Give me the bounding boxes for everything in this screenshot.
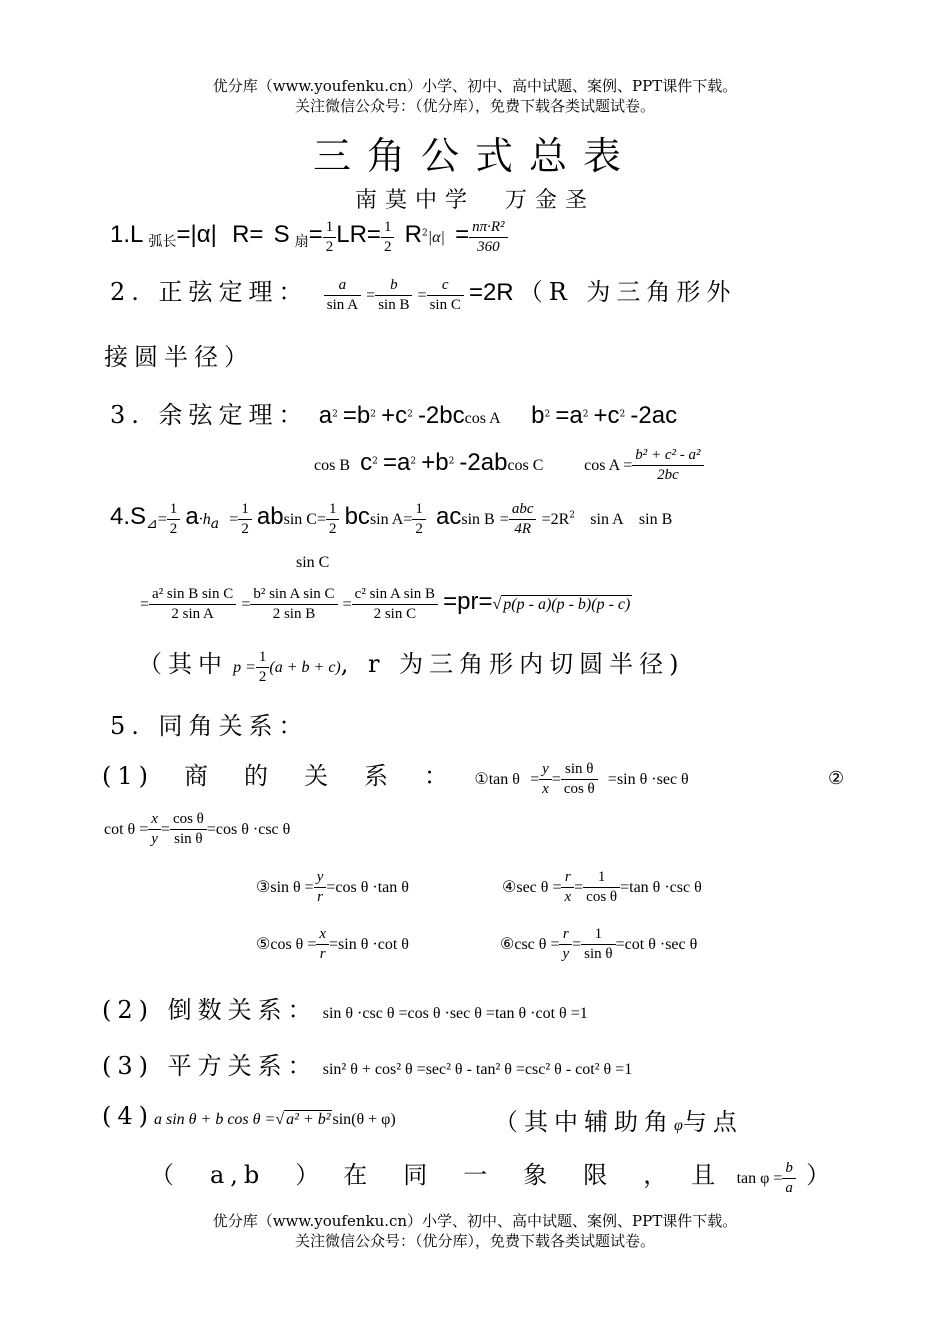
s2-f2n: b <box>375 276 412 296</box>
s4-ab: ab <box>256 502 284 530</box>
s5-cot-rest: =cos θ ·csc θ <box>206 820 291 838</box>
s5-c5: ⑤cos θ = <box>256 935 317 953</box>
s4-g3-frac: $\frac{\text{c² sin A sin B}}{\text{2 sin C}}$ <box>352 585 438 624</box>
s3-cosA-frac <box>632 446 703 485</box>
s5-tanphi: tan φ = <box>736 1170 783 1187</box>
s5-c1: ① <box>474 771 489 788</box>
s3-c: c <box>360 448 373 476</box>
section-3-line-2: cos B $c^2 =a^2 +b^2$ -2abcos C cos A = $\frac{\text{b² + c² - a²}}{2bc}$ <box>314 446 704 485</box>
s4-ac: ac <box>435 502 462 530</box>
s3-plus-c2: +c <box>593 402 620 429</box>
s1-npr-frac <box>469 218 507 257</box>
s1-fan-sub: 扇 <box>294 233 309 250</box>
s1-half-n-2: 1 <box>381 218 395 238</box>
s1-eq-alpha: =|α| <box>176 220 217 248</box>
s3-plus-c: +c <box>381 402 408 429</box>
s5-tan: tan θ <box>488 771 520 788</box>
s1-half-frac-2 <box>381 218 395 257</box>
s2-f2d: sin B <box>378 297 410 313</box>
s3-cosB: cos B <box>314 456 350 474</box>
s4-half-1: $\frac{1}{2}$ <box>167 500 181 539</box>
s5-c4-line: ④sec θ = $\frac{r}{x}$ = $\frac{1}{\text{cos θ}}$ =tan θ ·csc θ <box>502 869 702 905</box>
footer-line-2: 关注微信公众号：（优分库），免费下载各类试题试卷。 <box>294 1232 655 1250</box>
s1-r2: R <box>404 220 422 248</box>
s5-xy-frac: $\frac{x}{y}$ <box>148 810 161 849</box>
s1-half-d: 2 <box>325 238 334 255</box>
s1-half-frac <box>323 218 337 257</box>
s3-cosA-d: 2bc <box>657 466 679 483</box>
s4-ha: ·h <box>198 510 211 528</box>
s4-note-close: , r 为三角形内切圆半径) <box>340 650 685 678</box>
s5-q4-note-1: （其中辅助角 <box>494 1108 674 1136</box>
s5-q1: (1) 商 的 关 系 ： <box>102 762 454 790</box>
s1-sq: 2 <box>421 228 428 239</box>
s1-r-eq: R= <box>232 220 264 248</box>
s3-a: a <box>318 402 333 429</box>
s2-f1n: a <box>324 276 361 296</box>
s5-c5-rest: =sin θ ·cot θ <box>329 935 409 953</box>
s4-abc-frac: $\frac{\text{abc}}{4R}$ <box>509 500 537 539</box>
s4-half-4: $\frac{1}{2}$ <box>412 500 426 539</box>
s5-q4-formula: a sin θ + b cos θ = <box>154 1111 276 1128</box>
s4-p-eq: p = <box>233 659 256 676</box>
s4-2r: =2R <box>541 510 570 528</box>
author: 南莫中学 万金圣 <box>354 188 595 213</box>
s5-lead: 5. 同角关系： <box>110 712 309 740</box>
section-2: 2. 正弦定理： $\frac{a}{\text{sin A}}$ = $\frac{b}{\text{sin B}}$ = $\frac{c}{\text{sin C}}$ =2R （R 为三角形外 <box>110 277 737 313</box>
s3-lead: 3. 余弦定理： <box>110 401 309 429</box>
s4-half-2: $\frac{1}{2}$ <box>238 500 252 539</box>
s5-c6: ⑥csc θ = <box>500 935 560 953</box>
s5-q3-line <box>102 1046 632 1081</box>
s5-cot: cot θ = <box>104 820 149 838</box>
s3-m2ac: -2ac <box>630 402 678 429</box>
s4-half-3: $\frac{1}{2}$ <box>326 500 340 539</box>
header-line-2: 关注微信公众号：（优分库），免费下载各类试题试卷。 <box>294 97 655 115</box>
s3-b: b <box>531 402 545 429</box>
s5-yx-frac: $\frac{y}{x}$ <box>539 760 552 799</box>
s4-bc: bc <box>344 502 370 530</box>
s2-note: （R 为三角形外 <box>518 278 737 306</box>
s1-half-n: 1 <box>323 218 337 238</box>
s5-phi: φ <box>674 1117 683 1134</box>
s3-cosA-lhs: cos A = <box>584 456 633 474</box>
s2-result: =2R <box>468 279 514 306</box>
s2-note-line-2: 接圆半径） <box>104 343 254 371</box>
s1-half-d-2: 2 <box>383 238 392 255</box>
s2-frac-a <box>324 276 361 315</box>
section-4-note <box>138 644 684 687</box>
s5-c6-line: ⑥csc θ = $\frac{r}{y}$ = $\frac{1}{\text{sin θ}}$ =cot θ ·sec θ <box>500 926 698 962</box>
s5-q3-formula: sin² θ + cos² θ =sec² θ - tan² θ =csc² θ - cot² θ =1 <box>322 1061 633 1078</box>
section-3: 3. 余弦定理： $a^2 =b^2 +c^2$ -2bccos A $b^2 =a^2 +c^2$ -2ac <box>110 401 678 429</box>
section-1 <box>110 218 508 257</box>
s5-cot-line: cot θ = $\frac{x}{y}$ = $\frac{\text{cos θ}}{\text{sin θ}}$ =cos θ ·csc θ <box>104 811 291 847</box>
s5-sincos-frac: $\frac{\text{sin θ}}{\text{cos θ}}$ <box>561 760 598 799</box>
s4-tri: ⊿ <box>146 515 158 532</box>
section-4: $4.S_⊿=$ $\frac{1}{2}$ $a\cdot h_a$ = $\frac{1}{2}$ absin C= $\frac{1}{2}$ bcsin A= $\frac{1}{2}$ acsin B = $\frac{\text{abc}}{4R}$ $=2R^2$ sin A sin B <box>110 501 673 537</box>
s5-q1-line: (1) 商 的 关 系 ： ①tan θ = $\frac{y}{x}$ = $\frac{\text{sin θ}}{\text{cos θ}}$ =sin θ ·sec θ <box>102 761 689 797</box>
s3-cosA: cos A <box>464 410 501 427</box>
s1-arc-sub: 弧长 <box>148 233 177 250</box>
s1-eq: = <box>308 220 323 248</box>
s5-q4-note-2: 与点 <box>682 1108 743 1136</box>
s5-q4: (4) <box>102 1102 154 1130</box>
s4-sinC: sin C <box>283 510 317 528</box>
s1-npr-d: 360 <box>477 238 500 255</box>
s5-ba-frac: $\frac{b}{a}$ <box>782 1159 796 1198</box>
s2-lead: 2. 正弦定理： <box>110 278 309 306</box>
s5-c6-rest: =cot θ ·sec θ <box>615 935 698 953</box>
s5-q4-line: (4)a sin θ + b cos θ =√ a² + b² sin(θ + φ) <box>102 1102 396 1130</box>
s5-cossin-frac: $\frac{\text{cos θ}}{\text{sin θ}}$ <box>170 810 207 849</box>
s1-eq2: = <box>455 220 470 248</box>
footer-line-1: 优分库（www.youfenku.cn）小学、初中、高中试题、案例、PPT课件下载。 <box>212 1212 738 1230</box>
s5-q4-line-2 <box>150 1155 836 1198</box>
header-line-1: 优分库（www.youfenku.cn）小学、初中、高中试题、案例、PPT课件下载。 <box>212 77 738 95</box>
s4-lead: 4.S <box>110 502 147 530</box>
s5-c2: ② <box>828 768 845 788</box>
s1-alpha: |α| <box>427 228 445 246</box>
s5-c3-rest: =cos θ ·tan θ <box>326 878 409 896</box>
s5-q4-sqrt: a² + b² <box>286 1111 331 1128</box>
s3-m2bc: -2bc <box>417 402 465 429</box>
s4-sinC-2: sin C <box>296 554 330 571</box>
s3-m2ab: -2ab <box>459 448 508 476</box>
s3-c-rest: =a <box>383 448 411 476</box>
s4-p-rest: (a + b + c) <box>269 659 341 676</box>
s2-f3n: c <box>427 276 464 296</box>
s3-a-rest: =b <box>342 402 371 429</box>
s4-g1-frac: $\frac{\text{a² sin B sin C}}{\text{2 sin A}}$ <box>149 585 236 624</box>
s1-lr: LR= <box>336 220 381 248</box>
s3-cosA-n: b² + c² - a² <box>632 446 703 466</box>
s5-c5-line: ⑤cos θ = $\frac{x}{r}$ =sin θ ·cot θ <box>256 926 409 962</box>
s4-sinA-2: sin A <box>590 510 624 528</box>
s4-pr: =pr= <box>443 587 493 615</box>
s5-q2-line <box>102 990 588 1025</box>
s5-q3: (3) 平方关系： <box>102 1052 318 1080</box>
s4-sqrt: p(p - a)(p - b)(p - c) <box>503 595 631 613</box>
page-title: 三角公式总表 <box>312 134 637 178</box>
section-4-line-3: = $\frac{\text{a² sin B sin C}}{\text{2 sin A}}$ = $\frac{\text{b² sin A sin C}}{\text{2 sin B}}$ = $\frac{\text{c² sin A sin B}}{\text{2 sin C}}$ =pr=√ p(p - a)(p - b)(p - c) <box>140 586 631 622</box>
s5-q4-rest: sin(θ + φ) <box>332 1111 396 1128</box>
s3-cosC: cos C <box>507 456 544 474</box>
s5-c4: ④sec θ = <box>502 878 562 896</box>
s4-sinB: sin B <box>461 510 495 528</box>
s5-q4-note <box>494 1102 743 1137</box>
s4-sinA: sin A <box>369 510 404 528</box>
s2-frac-b <box>375 276 412 315</box>
s5-q4-l2: （ a,b ） 在 同 一 象 限 ， 且 <box>150 1161 722 1189</box>
s4-note-open: （其中 <box>138 650 228 678</box>
s3-plus-b: +b <box>421 448 449 476</box>
s5-q2-formula: sin θ ·csc θ =cos θ ·sec θ =tan θ ·cot θ =1 <box>322 1005 588 1022</box>
s5-tan-rest: =sin θ ·sec θ <box>607 771 689 788</box>
s4-a: a <box>185 502 199 530</box>
s5-c3: ③sin θ = <box>256 878 314 896</box>
s5-q2: (2) 倒数关系： <box>102 996 318 1024</box>
s5-close: ） <box>806 1161 837 1189</box>
s3-b-rest: =a <box>555 402 583 429</box>
s4-p-half: $\frac{1}{2}$ <box>256 648 270 687</box>
s1-lead: 1.L <box>110 220 144 248</box>
s1-s: S <box>273 220 290 248</box>
s1-npr-n: nπ·R² <box>469 218 507 238</box>
s4-sinB-2: sin B <box>638 510 673 528</box>
s5-c3-line: ③sin θ = $\frac{y}{r}$ =cos θ ·tan θ <box>256 869 409 905</box>
s5-c4-rest: =tan θ ·csc θ <box>620 878 702 896</box>
s2-f1d: sin A <box>326 297 359 313</box>
s2-f3d: sin C <box>429 297 461 313</box>
s2-frac-c <box>427 276 464 315</box>
s4-g2-frac: $\frac{\text{b² sin A sin C}}{\text{2 sin B}}$ <box>250 585 337 624</box>
